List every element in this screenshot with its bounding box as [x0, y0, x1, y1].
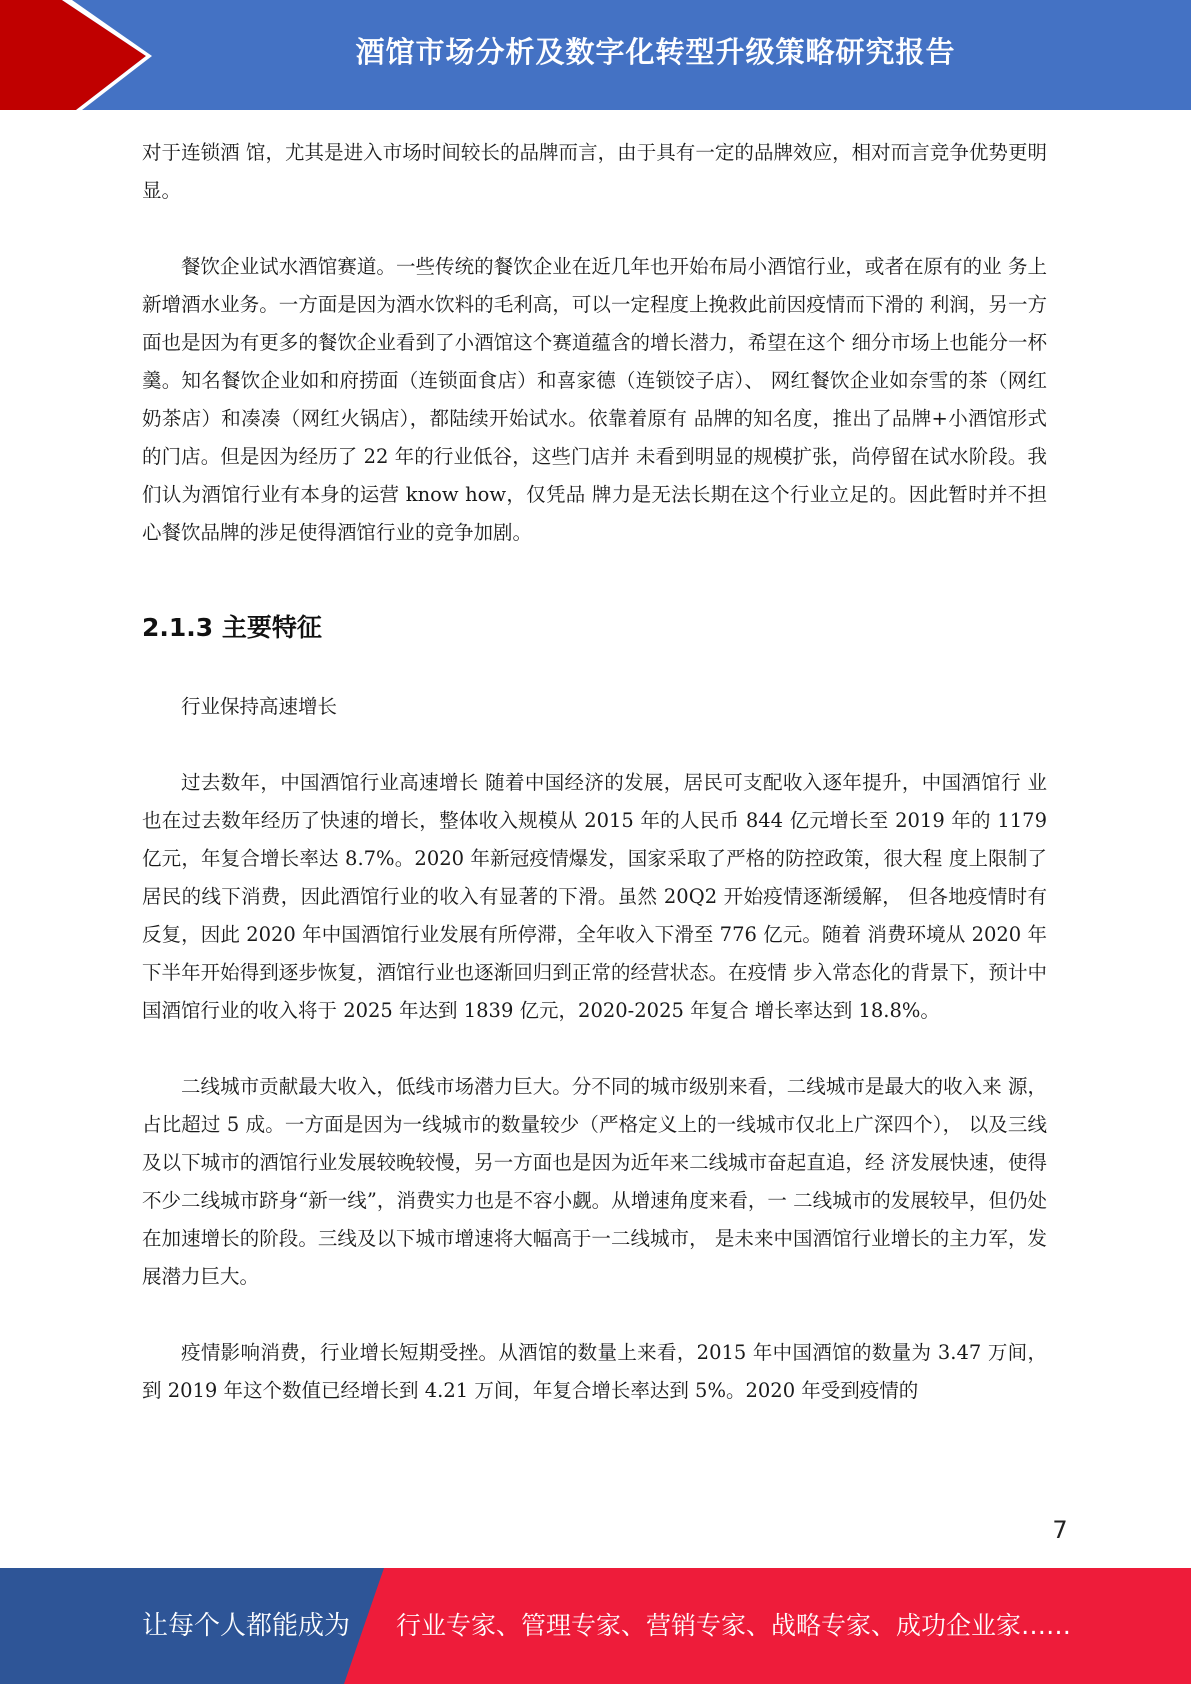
section-heading: 2.1.3 主要特征 — [142, 613, 322, 642]
report-title: 酒馆市场分析及数字化转型升级策略研究报告 — [355, 35, 956, 69]
paragraph-city-tiers: 二线城市贡献最大收入，低线市场潜力巨大。分不同的城市级别来看，二线城市是最大的收入来 源，占比超过 5 成。一方面是因为一线城市的数量较少（严格定义上的一线城市仅北上广深四个）， 以及三线及以下城市的酒馆行业发展较晚较慢，另一方面也是因为近年来二线城市奋起直追，经 济发展快速，使得不少二线城市跻身“新一线”，消费实力也是不容小觑。从增速角度来看，一 二线城市的发展较早，但仍处在加速增长的阶段。三线及以下城市增速将大幅高于一二线城市， 是未来中国酒馆行业增长的主力军，发展潜力巨大。 — [142, 1075, 1047, 1288]
footer-slogan-left: 让每个人都能成为 — [142, 1611, 351, 1641]
paragraph-industry-growth: 过去数年，中国酒馆行业高速增长 随着中国经济的发展，居民可支配收入逐年提升，中国酒馆行 业也在过去数年经历了快速的增长，整体收入规模从 2015 年的人民币 844 亿元增长至 2019 年的 1179 亿元，年复合增长率达 8.7%。2020 年新冠疫情爆发，国家采取了严格的防控政策，很大程 度上限制了居民的线下消费，因此酒馆行业的收入有显著的下滑。虽然 20Q2 开始疫情逐渐缓解， 但各地疫情时有反复，因此 2020 年中国酒馆行业发展有所停滞，全年收入下滑至 776 亿元。随着 消费环境从 2020 年下半年开始得到逐步恢复，酒馆行业也逐渐回归到正常的经营状态。在疫情 步入常态化的背景下，预计中国酒馆行业的收入将于 2025 年达到 1839 亿元，2020-2025 年复合 增长率达到 18.8%。 — [142, 771, 1047, 1022]
paragraph-chain-bars: 对于连锁酒 馆，尤其是进入市场时间较长的品牌而言，由于具有一定的品牌效应，相对而言竞争优势更明显。 — [142, 141, 1047, 202]
footer-slogan-right: 行业专家、管理专家、营销专家、战略专家、成功企业家…… — [396, 1611, 1072, 1640]
paragraph-restaurant-entry: 餐饮企业试水酒馆赛道。一些传统的餐饮企业在近几年也开始布局小酒馆行业，或者在原有的业 务上新增酒水业务。一方面是因为酒水饮料的毛利高，可以一定程度上挽救此前因疫情而下滑的 利润，另一方面也是因为有更多的餐饮企业看到了小酒馆这个赛道蕴含的增长潜力，希望在这个 细分市场上也能分一杯羹。知名餐饮企业如和府捞面（连锁面食店）和喜家德（连锁饺子店）、 网红餐饮企业如奈雪的茶（网红奶茶店）和凑凑（网红火锅店），都陆续开始试水。依靠着原有 品牌的知名度，推出了品牌+小酒馆形式的门店。但是因为经历了 22 年的行业低谷，这些门店并 未看到明显的规模扩张，尚停留在试水阶段。我们认为酒馆行业有本身的运营 know how，仅凭品 牌力是无法长期在这个行业立足的。因此暂时并不担心餐饮品牌的涉足使得酒馆行业的竞争加剧。 — [142, 255, 1047, 544]
page-footer — [0, 1568, 1191, 1684]
paragraph-subheading: 行业保持高速增长 — [181, 695, 338, 718]
page-number: 7 — [1052, 1516, 1068, 1544]
page-body — [142, 134, 1047, 1410]
page-header — [0, 0, 1191, 110]
paragraph-pandemic-impact: 疫情影响消费，行业增长短期受挫。从酒馆的数量上来看，2015 年中国酒馆的数量为 3.47 万间， 到 2019 年这个数值已经增长到 4.21 万间，年复合增长率达到 5%。2020 年受到疫情的 — [142, 1341, 1047, 1402]
